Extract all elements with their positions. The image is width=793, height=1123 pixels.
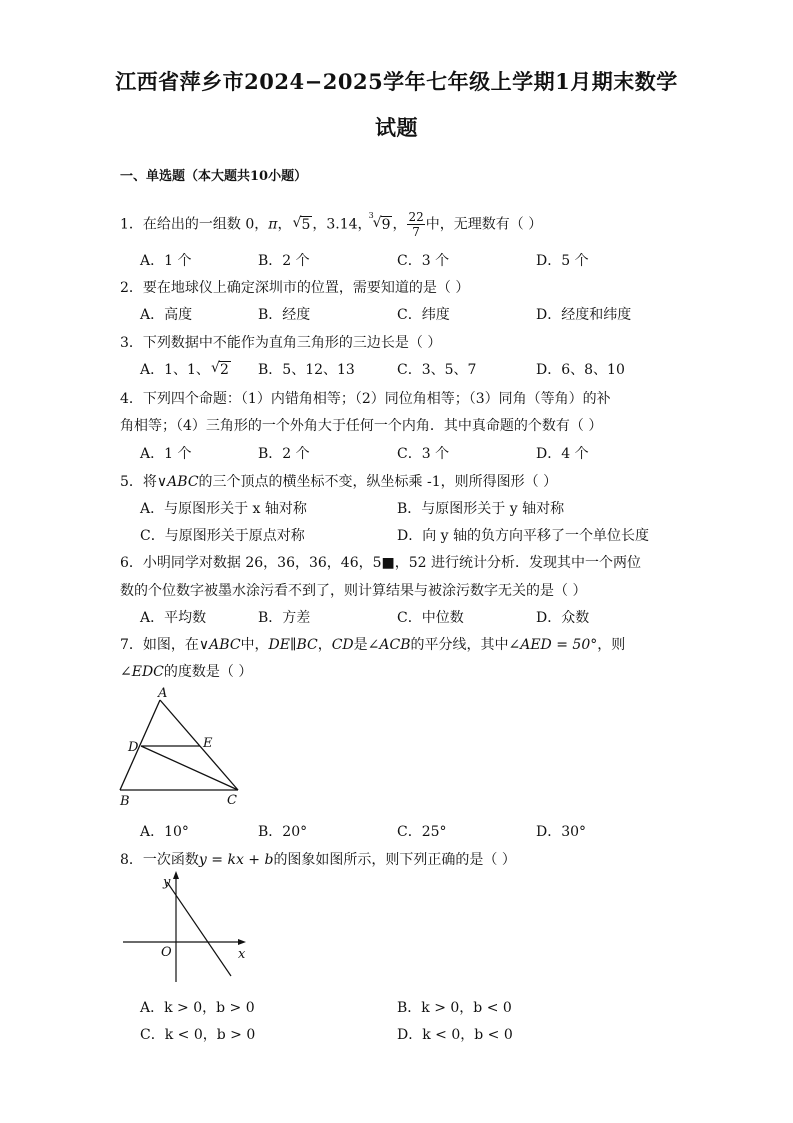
q1-cbrt-radicand: 9 (381, 216, 391, 233)
q5-option-d[interactable]: D．向 y 轴的负方向平移了一个单位长度 (397, 528, 650, 544)
q8-option-b[interactable]: B．k > 0，b < 0 (397, 1000, 512, 1016)
question-6-line-1: 6．小明同学对数据 26，36，36，46，5■，52 进行统计分析．发现其中一个两位 (120, 555, 642, 571)
q1-option-b[interactable]: B．2 个 (258, 253, 310, 269)
q7-label-b: B (120, 794, 130, 809)
q8-graph-figure (115, 866, 255, 986)
q8-function: y = kx + b (198, 852, 274, 868)
q8-option-c[interactable]: C．k < 0，b > 0 (140, 1027, 256, 1043)
q1-sqrt5: √ 5 (292, 214, 311, 233)
q8-option-a[interactable]: A．k > 0，b > 0 (140, 1000, 255, 1016)
q2-option-c[interactable]: C．纬度 (397, 307, 450, 323)
q7-text: 中， (240, 637, 269, 653)
question-7-line-1 (120, 634, 625, 654)
q4-option-b[interactable]: B．2 个 (258, 446, 310, 462)
q1-option-a[interactable]: A．1 个 (140, 253, 192, 269)
q1-cbrt9: 3 √ 9 (368, 210, 391, 233)
title-line-1: 江西省萍乡市2024−2025学年七年级上学期1月期末数学 (115, 69, 678, 94)
q2-option-a[interactable]: A．高度 (140, 307, 193, 323)
q1-frac-den: 7 (412, 225, 420, 239)
question-4-line-2: 角相等；（4）三角形的一个外角大于任何一个内角．其中真命题的个数有（ ） (120, 418, 603, 434)
q5-text-post: 的三个顶点的横坐标不变，纵坐标乘 -1，则所得图形（ ） (198, 474, 558, 490)
title-line-2: 试题 (375, 115, 418, 140)
q8-label-y: y (163, 875, 171, 890)
q3-option-a-text: A．1、1、 (140, 362, 210, 378)
q8-option-d[interactable]: D．k < 0，b < 0 (397, 1027, 513, 1043)
q1-text-pre: 1．在给出的一组数 0， (120, 216, 269, 233)
q1-sep: ，3.14， (312, 216, 372, 233)
q8-text-post: 的图象如图所示，则下列正确的是（ ） (273, 852, 516, 868)
q7-option-b[interactable]: B．20° (258, 824, 308, 840)
section-heading: 一、单选题（本大题共10小题） (120, 169, 308, 184)
q1-cbrt-index: 3 (368, 210, 374, 220)
q7-de-parallel: DE∥BC (268, 637, 318, 653)
q1-fraction (407, 210, 424, 239)
q1-sqrt5-radicand: 5 (301, 216, 311, 233)
q4-option-a[interactable]: A．1 个 (140, 446, 192, 462)
q4-option-d[interactable]: D．4 个 (536, 446, 589, 462)
q7-angle-aed: ∠AED = 50° (508, 637, 598, 653)
q7-angle-edc: ∠EDC (120, 664, 164, 680)
q8-text-pre: 8．一次函数 (120, 852, 199, 868)
q7-text-line2: 的度数是（ ） (163, 664, 253, 680)
question-5 (120, 471, 557, 491)
q5-option-b[interactable]: B．与原图形关于 y 轴对称 (397, 501, 565, 517)
q6-option-c[interactable]: C．中位数 (397, 610, 464, 626)
q5-text-pre: 5．将 (120, 474, 157, 490)
q7-option-d[interactable]: D．30° (536, 824, 587, 840)
q1-pi: π (268, 216, 278, 233)
q7-label-c: C (227, 793, 237, 808)
q5-option-c[interactable]: C．与原图形关于原点对称 (140, 528, 305, 544)
q7-text: 是 (353, 637, 368, 653)
q7-option-c[interactable]: C．25° (397, 824, 447, 840)
q3-option-d[interactable]: D．6、8、10 (536, 362, 625, 378)
q7-triangle: ∨ABC (198, 637, 241, 653)
q1-option-c[interactable]: C．3 个 (397, 253, 450, 269)
q8-label-o: O (161, 945, 172, 960)
q5-option-a[interactable]: A．与原图形关于 x 轴对称 (140, 501, 307, 517)
q3-option-c[interactable]: C．3、5、7 (397, 362, 477, 378)
q6-option-b[interactable]: B．方差 (258, 610, 311, 626)
q7-label-e: E (203, 736, 213, 751)
q3-sqrt2: √ 2 (210, 360, 229, 378)
q7-label-a: A (158, 686, 168, 701)
q2-option-b[interactable]: B．经度 (258, 307, 311, 323)
q5-triangle: ∨ABC (156, 474, 199, 490)
q6-option-a[interactable]: A．平均数 (140, 610, 207, 626)
question-4-line-1: 4．下列四个命题：（1）内错角相等；（2）同位角相等；（3）同角（等角）的补 (120, 391, 611, 407)
q7-text-pre: 7．如图，在 (120, 637, 199, 653)
q6-option-d[interactable]: D．众数 (536, 610, 590, 626)
question-6-line-2: 数的个位数字被墨水涂污看不到了，则计算结果与被涂污数字无关的是（ ） (120, 583, 587, 599)
q3-option-a[interactable] (140, 359, 231, 379)
q7-text-post: ，则 (597, 637, 626, 653)
q1-sep: ， (392, 216, 407, 233)
q7-option-a[interactable]: A．10° (140, 824, 189, 840)
q1-option-d[interactable]: D．5 个 (536, 253, 589, 269)
q7-cd: CD (331, 637, 354, 653)
q7-text: 的平分线，其中 (410, 637, 509, 653)
q2-option-d[interactable]: D．经度和纬度 (536, 307, 632, 323)
q1-frac-num: 22 (408, 210, 424, 224)
q7-triangle-figure (110, 684, 250, 810)
question-2: 2．要在地球仪上确定深圳市的位置，需要知道的是（ ） (120, 280, 470, 296)
q7-text: ， (317, 637, 332, 653)
question-3: 3．下列数据中不能作为直角三角形的三边长是（ ） (120, 335, 442, 351)
q1-text-post: 中，无理数有（ ） (425, 216, 543, 233)
q4-option-c[interactable]: C．3 个 (397, 446, 450, 462)
question-1 (120, 210, 542, 239)
q7-label-d: D (128, 740, 139, 755)
question-7-line-2 (120, 661, 252, 681)
q1-sep: ， (277, 216, 292, 233)
q3-sqrt2-radicand: 2 (219, 362, 229, 378)
q3-option-b[interactable]: B．5、12、13 (258, 362, 355, 378)
q7-angle-acb: ∠ACB (367, 637, 411, 653)
q8-label-x: x (238, 947, 246, 962)
